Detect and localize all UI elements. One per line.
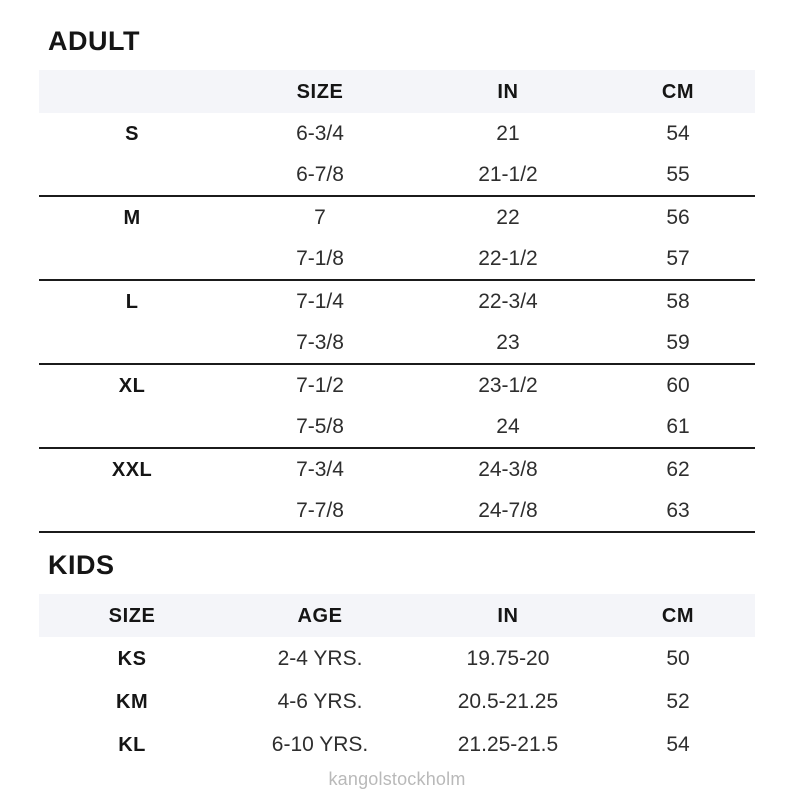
- cm-value: 60: [666, 374, 690, 397]
- size-label: XL: [118, 374, 146, 397]
- hat-size-value: 6-3/4: [296, 122, 344, 145]
- kids-header-cm: CM: [661, 604, 695, 627]
- inches-value: 22-3/4: [478, 290, 538, 313]
- kids-table-header-row: [39, 594, 755, 637]
- inches-value: 21.25-21.5: [457, 733, 559, 756]
- inches-value: 24-7/8: [478, 499, 538, 522]
- adult-header-in: IN: [497, 80, 519, 103]
- inches-value: 20.5-21.25: [457, 690, 559, 713]
- size-label: KM: [116, 690, 149, 713]
- cm-value: 56: [666, 206, 690, 229]
- size-label: XXL: [111, 458, 153, 481]
- hat-size-value: 7-1/2: [296, 374, 344, 397]
- kids-size-table: [39, 594, 755, 766]
- kids-header-age: AGE: [297, 604, 343, 627]
- adult-group-xl: [39, 365, 755, 449]
- table-row: [39, 113, 755, 154]
- age-value: 4-6 YRS.: [277, 690, 363, 713]
- adult-group-xxl: [39, 449, 755, 533]
- table-row: [39, 238, 755, 279]
- hat-size-value: 7-1/4: [296, 290, 344, 313]
- hat-size-value: 7-5/8: [296, 415, 344, 438]
- cm-value: 55: [666, 163, 690, 186]
- table-row: [39, 490, 755, 531]
- cm-value: 54: [666, 122, 690, 145]
- hat-size-value: 7-1/8: [296, 247, 344, 270]
- cm-value: 57: [666, 247, 690, 270]
- size-label: M: [123, 206, 141, 229]
- adult-size-table: [39, 70, 755, 533]
- inches-value: 21-1/2: [478, 163, 538, 186]
- adult-group-l: [39, 281, 755, 365]
- size-label: L: [125, 290, 139, 313]
- cm-value: 63: [666, 499, 690, 522]
- table-row: [39, 406, 755, 447]
- table-row: [39, 723, 755, 766]
- hat-size-value: 7: [314, 206, 326, 229]
- cm-value: 50: [666, 647, 690, 670]
- table-row: [39, 197, 755, 238]
- table-row: [39, 322, 755, 363]
- size-label: KL: [118, 733, 146, 756]
- age-value: 2-4 YRS.: [277, 647, 363, 670]
- cm-value: 62: [666, 458, 690, 481]
- adult-header-cm: CM: [661, 80, 695, 103]
- inches-value: 19.75-20: [466, 647, 550, 670]
- hat-size-value: 7-3/8: [296, 331, 344, 354]
- table-row: [39, 680, 755, 723]
- age-value: 6-10 YRS.: [271, 733, 369, 756]
- adult-table-header-row: [39, 70, 755, 113]
- table-row: [39, 154, 755, 195]
- adult-group-m: [39, 197, 755, 281]
- cm-value: 54: [666, 733, 690, 756]
- size-label: KS: [117, 647, 147, 670]
- adult-header-size: SIZE: [296, 80, 344, 103]
- inches-value: 24: [496, 415, 520, 438]
- inches-value: 21: [496, 122, 520, 145]
- table-row: [39, 281, 755, 322]
- kids-header-in: IN: [497, 604, 519, 627]
- cm-value: 58: [666, 290, 690, 313]
- cm-value: 59: [666, 331, 690, 354]
- inches-value: 22-1/2: [478, 247, 538, 270]
- brand-watermark: kangolstockholm: [328, 769, 466, 789]
- hat-size-value: 7-7/8: [296, 499, 344, 522]
- table-row: [39, 449, 755, 490]
- inches-value: 22: [496, 206, 520, 229]
- table-row: [39, 637, 755, 680]
- size-label: S: [125, 122, 139, 145]
- inches-value: 24-3/8: [478, 458, 538, 481]
- hat-size-value: 7-3/4: [296, 458, 344, 481]
- hat-size-value: 6-7/8: [296, 163, 344, 186]
- table-row: [39, 365, 755, 406]
- cm-value: 52: [666, 690, 690, 713]
- kids-header-size: SIZE: [108, 604, 156, 627]
- inches-value: 23-1/2: [478, 374, 538, 397]
- adult-section-title: ADULT: [48, 26, 140, 56]
- cm-value: 61: [666, 415, 690, 438]
- inches-value: 23: [496, 331, 520, 354]
- adult-group-s: [39, 113, 755, 197]
- kids-section-title: KIDS: [48, 550, 115, 580]
